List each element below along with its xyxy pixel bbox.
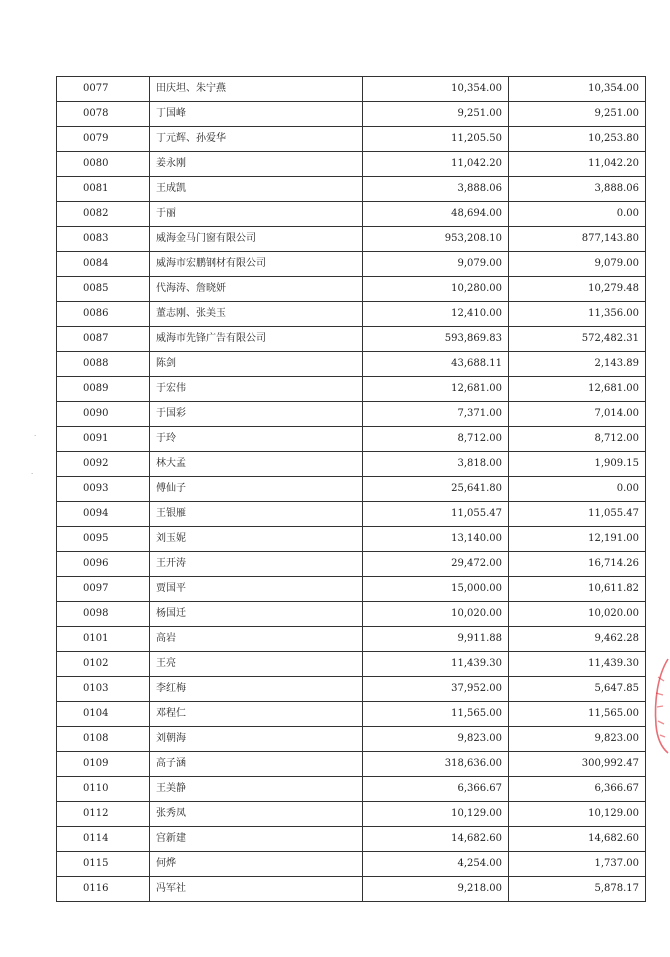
table-row	[57, 677, 646, 702]
table-row	[57, 477, 646, 502]
row-code: 0109	[57, 752, 150, 777]
row-amount-2: 572,482.31	[509, 327, 646, 352]
row-name: 冯军社	[150, 877, 363, 902]
table-row	[57, 227, 646, 252]
row-amount-2: 10,279.48	[509, 277, 646, 302]
row-name: 张秀凤	[150, 802, 363, 827]
row-name: 丁国峰	[150, 102, 363, 127]
row-name: 高子涵	[150, 752, 363, 777]
row-amount-1: 9,911.88	[363, 627, 509, 652]
table-row	[57, 802, 646, 827]
row-name: 贾国平	[150, 577, 363, 602]
row-name: 林大孟	[150, 452, 363, 477]
row-code: 0094	[57, 502, 150, 527]
row-name: 王亮	[150, 652, 363, 677]
table-row	[57, 177, 646, 202]
row-amount-2: 11,565.00	[509, 702, 646, 727]
table-row	[57, 152, 646, 177]
row-name: 宫新建	[150, 827, 363, 852]
row-amount-1: 318,636.00	[363, 752, 509, 777]
table-row	[57, 127, 646, 152]
row-amount-2: 0.00	[509, 477, 646, 502]
row-amount-2: 11,055.47	[509, 502, 646, 527]
row-amount-1: 6,366.67	[363, 777, 509, 802]
row-code: 0114	[57, 827, 150, 852]
row-code: 0110	[57, 777, 150, 802]
row-code: 0088	[57, 352, 150, 377]
row-name: 王成凯	[150, 177, 363, 202]
table-row	[57, 327, 646, 352]
table-row	[57, 377, 646, 402]
row-amount-2: 10,611.82	[509, 577, 646, 602]
row-amount-2: 1,909.15	[509, 452, 646, 477]
row-code: 0108	[57, 727, 150, 752]
row-amount-2: 6,366.67	[509, 777, 646, 802]
row-code: 0084	[57, 252, 150, 277]
row-code: 0092	[57, 452, 150, 477]
row-amount-2: 11,042.20	[509, 152, 646, 177]
row-amount-1: 11,055.47	[363, 502, 509, 527]
row-amount-1: 37,952.00	[363, 677, 509, 702]
row-amount-1: 48,694.00	[363, 202, 509, 227]
row-code: 0082	[57, 202, 150, 227]
row-amount-1: 4,254.00	[363, 852, 509, 877]
red-seal-stamp-fragment	[644, 655, 670, 755]
row-amount-2: 12,191.00	[509, 527, 646, 552]
row-amount-2: 11,356.00	[509, 302, 646, 327]
row-code: 0104	[57, 702, 150, 727]
row-amount-2: 10,253.80	[509, 127, 646, 152]
row-code: 0077	[57, 77, 150, 102]
row-amount-1: 7,371.00	[363, 402, 509, 427]
row-name: 于丽	[150, 202, 363, 227]
row-amount-1: 9,218.00	[363, 877, 509, 902]
table-row	[57, 602, 646, 627]
table-body	[57, 77, 646, 902]
row-code: 0090	[57, 402, 150, 427]
row-amount-1: 3,888.06	[363, 177, 509, 202]
row-amount-2: 8,712.00	[509, 427, 646, 452]
table-row	[57, 402, 646, 427]
row-amount-1: 12,410.00	[363, 302, 509, 327]
row-code: 0080	[57, 152, 150, 177]
table-row	[57, 752, 646, 777]
row-amount-2: 16,714.26	[509, 552, 646, 577]
table-row	[57, 77, 646, 102]
row-name: 王银雁	[150, 502, 363, 527]
table-row	[57, 552, 646, 577]
row-name: 丁元辉、孙爱华	[150, 127, 363, 152]
row-code: 0098	[57, 602, 150, 627]
row-name: 刘朝海	[150, 727, 363, 752]
row-name: 于玲	[150, 427, 363, 452]
row-amount-1: 25,641.80	[363, 477, 509, 502]
row-amount-2: 10,354.00	[509, 77, 646, 102]
row-name: 陈剑	[150, 352, 363, 377]
row-name: 何烨	[150, 852, 363, 877]
table-row	[57, 877, 646, 902]
row-amount-1: 13,140.00	[363, 527, 509, 552]
table-row	[57, 527, 646, 552]
row-amount-1: 8,712.00	[363, 427, 509, 452]
row-amount-2: 9,823.00	[509, 727, 646, 752]
table-row	[57, 427, 646, 452]
row-code: 0112	[57, 802, 150, 827]
table-row	[57, 577, 646, 602]
table-row	[57, 102, 646, 127]
row-amount-2: 9,251.00	[509, 102, 646, 127]
row-amount-1: 29,472.00	[363, 552, 509, 577]
row-code: 0078	[57, 102, 150, 127]
row-code: 0095	[57, 527, 150, 552]
row-amount-2: 3,888.06	[509, 177, 646, 202]
row-name: 刘玉妮	[150, 527, 363, 552]
row-amount-1: 3,818.00	[363, 452, 509, 477]
row-amount-1: 10,129.00	[363, 802, 509, 827]
row-amount-1: 11,042.20	[363, 152, 509, 177]
row-name: 傅仙子	[150, 477, 363, 502]
row-code: 0102	[57, 652, 150, 677]
row-name: 姜永刚	[150, 152, 363, 177]
table-row	[57, 627, 646, 652]
row-amount-1: 953,208.10	[363, 227, 509, 252]
row-amount-1: 15,000.00	[363, 577, 509, 602]
row-amount-1: 11,205.50	[363, 127, 509, 152]
table-row	[57, 727, 646, 752]
table-row	[57, 277, 646, 302]
row-name: 董志刚、张美玉	[150, 302, 363, 327]
row-amount-2: 2,143.89	[509, 352, 646, 377]
row-code: 0115	[57, 852, 150, 877]
table-row	[57, 252, 646, 277]
row-name: 田庆坦、朱宁燕	[150, 77, 363, 102]
row-code: 0096	[57, 552, 150, 577]
row-name: 威海市宏鹏钢材有限公司	[150, 252, 363, 277]
row-amount-2: 300,992.47	[509, 752, 646, 777]
row-amount-1: 593,869.83	[363, 327, 509, 352]
row-amount-1: 12,681.00	[363, 377, 509, 402]
claims-table	[56, 76, 646, 902]
table-row	[57, 777, 646, 802]
row-name: 于宏伟	[150, 377, 363, 402]
table-row	[57, 302, 646, 327]
row-name: 威海金马门窗有限公司	[150, 227, 363, 252]
row-amount-1: 11,565.00	[363, 702, 509, 727]
row-amount-2: 0.00	[509, 202, 646, 227]
row-amount-2: 9,079.00	[509, 252, 646, 277]
table-row	[57, 452, 646, 477]
row-amount-1: 11,439.30	[363, 652, 509, 677]
row-code: 0087	[57, 327, 150, 352]
row-name: 高岩	[150, 627, 363, 652]
row-name: 代海涛、詹晓妍	[150, 277, 363, 302]
row-code: 0091	[57, 427, 150, 452]
row-amount-1: 9,079.00	[363, 252, 509, 277]
row-code: 0079	[57, 127, 150, 152]
scan-speck: ·	[31, 470, 34, 478]
row-amount-2: 1,737.00	[509, 852, 646, 877]
row-code: 0085	[57, 277, 150, 302]
row-amount-2: 5,647.85	[509, 677, 646, 702]
row-amount-1: 10,354.00	[363, 77, 509, 102]
row-code: 0097	[57, 577, 150, 602]
row-code: 0093	[57, 477, 150, 502]
row-name: 威海市先锋广告有限公司	[150, 327, 363, 352]
table-row	[57, 852, 646, 877]
row-amount-1: 9,823.00	[363, 727, 509, 752]
row-amount-1: 43,688.11	[363, 352, 509, 377]
table-row	[57, 702, 646, 727]
row-amount-2: 877,143.80	[509, 227, 646, 252]
row-amount-1: 10,280.00	[363, 277, 509, 302]
row-code: 0083	[57, 227, 150, 252]
row-amount-1: 14,682.60	[363, 827, 509, 852]
row-code: 0103	[57, 677, 150, 702]
row-amount-2: 14,682.60	[509, 827, 646, 852]
row-name: 王开涛	[150, 552, 363, 577]
row-amount-2: 11,439.30	[509, 652, 646, 677]
row-amount-2: 9,462.28	[509, 627, 646, 652]
row-amount-2: 12,681.00	[509, 377, 646, 402]
scan-speck: ·	[34, 432, 37, 440]
row-amount-2: 5,878.17	[509, 877, 646, 902]
row-name: 于国彩	[150, 402, 363, 427]
row-name: 王美静	[150, 777, 363, 802]
row-code: 0089	[57, 377, 150, 402]
row-name: 李红梅	[150, 677, 363, 702]
row-code: 0086	[57, 302, 150, 327]
row-code: 0116	[57, 877, 150, 902]
row-amount-2: 10,020.00	[509, 602, 646, 627]
row-name: 杨国迁	[150, 602, 363, 627]
table-row	[57, 352, 646, 377]
row-code: 0081	[57, 177, 150, 202]
row-amount-1: 9,251.00	[363, 102, 509, 127]
row-code: 0101	[57, 627, 150, 652]
row-name: 邓程仁	[150, 702, 363, 727]
row-amount-2: 10,129.00	[509, 802, 646, 827]
row-amount-1: 10,020.00	[363, 602, 509, 627]
table-row	[57, 502, 646, 527]
table-row	[57, 827, 646, 852]
row-amount-2: 7,014.00	[509, 402, 646, 427]
table-row	[57, 652, 646, 677]
table-row	[57, 202, 646, 227]
